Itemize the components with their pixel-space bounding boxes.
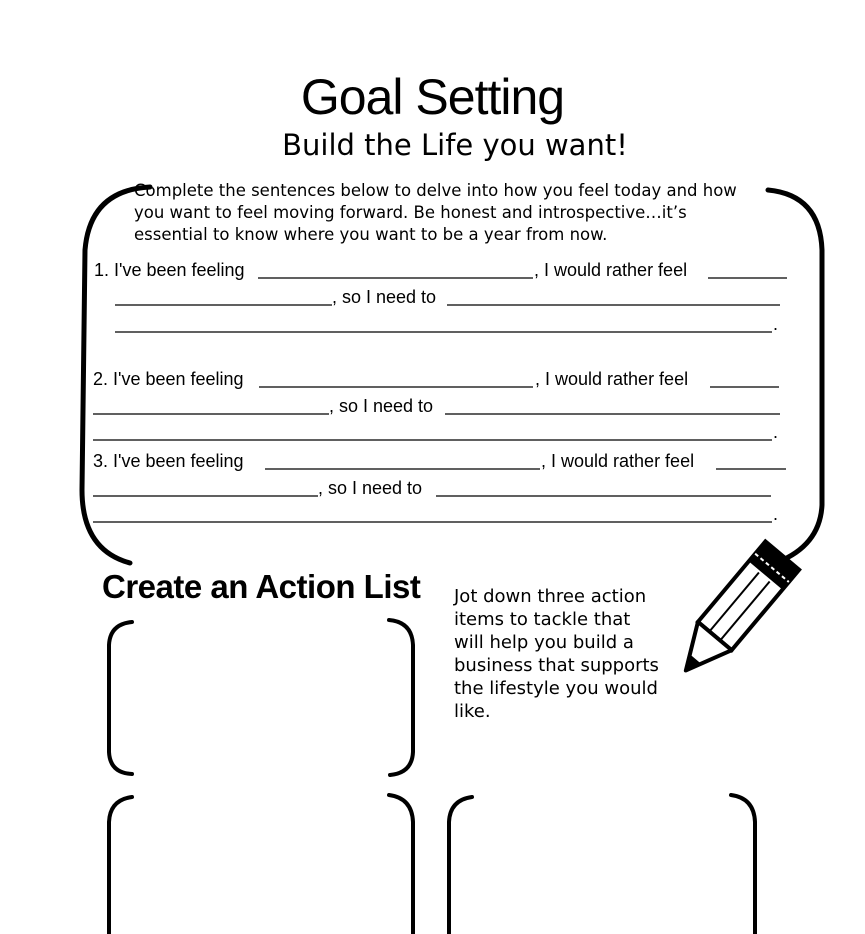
sentence-2-rather: , I would rather feel [535,369,689,389]
sentence-2-need: , so I need to [329,396,434,416]
sentence-3-rather: , I would rather feel [541,451,695,471]
sentence-1-rather: , I would rather feel [534,260,688,280]
sentence-3-need: , so I need to [318,478,423,498]
sentence-1-prefix: 1. I've been feeling [94,260,245,280]
action-box-2-left [109,797,132,934]
page-subtitle: Build the Life you want! [282,128,628,162]
sentence-3-end: . [773,504,779,524]
action-instructions [454,585,684,723]
page-title: Goal Setting [300,69,565,125]
action-box-1-left [109,622,132,774]
intro-line: you want to feel moving forward. Be honest and introspective…it’s [134,203,687,222]
instruction-line: the lifestyle you would [454,678,658,699]
instruction-line: items to tackle that [454,609,631,630]
instruction-line: like. [454,701,491,722]
sentence-2-prefix: 2. I've been feeling [93,369,244,389]
sentence-3-prefix: 3. I've been feeling [93,451,244,471]
action-box-1-right [389,620,413,775]
sentence-1-need: , so I need to [332,287,437,307]
intro-text [134,180,794,246]
intro-line: Complete the sentences below to delve into how you feel today and how [134,181,737,200]
sentence-2-end: . [773,422,779,442]
instruction-line: business that supports [454,655,659,676]
sentence-1-end: . [773,314,779,334]
intro-line: essential to know where you want to be a year from now. [134,225,608,244]
action-box-3-right [731,795,755,934]
action-box-2-right [389,795,413,934]
action-box-3-left [449,797,472,934]
pencil-icon [669,541,799,684]
action-list-title: Create an Action List [102,568,421,605]
instruction-line: will help you build a [454,632,634,653]
instruction-line: Jot down three action [454,586,647,607]
